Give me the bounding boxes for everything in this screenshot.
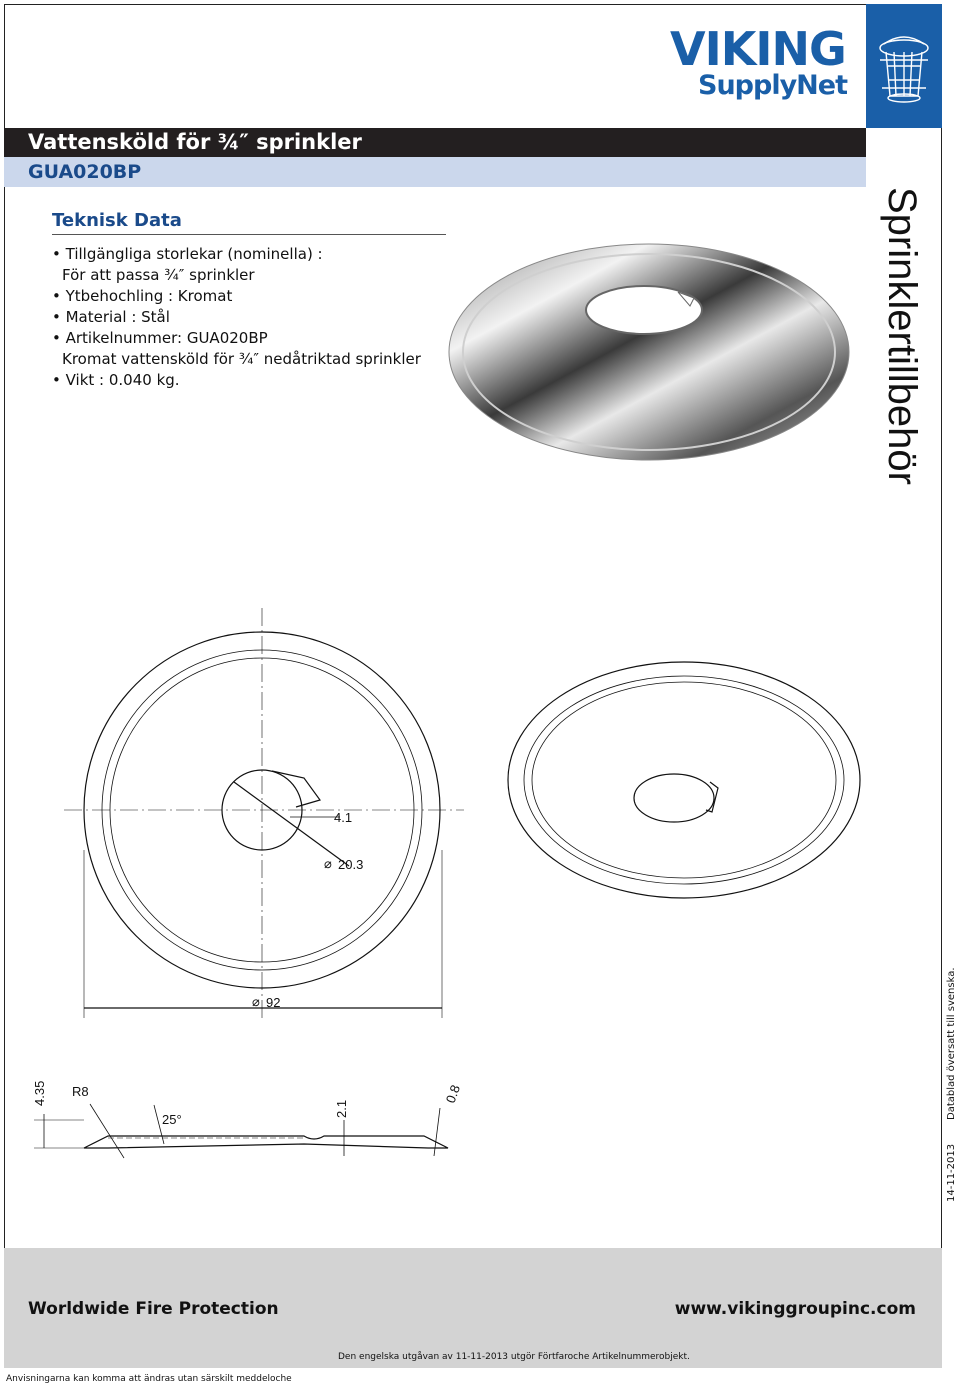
dim-height: 4.35 <box>32 1080 47 1106</box>
page-title: Vattensköld för ¾″ sprinkler <box>4 128 866 157</box>
technical-heading: Teknisk Data <box>52 210 446 235</box>
footer <box>4 1248 942 1368</box>
technical-drawing <box>4 600 944 1220</box>
dim-radius: R8 <box>72 1084 89 1099</box>
diameter-symbol: ⌀ <box>252 994 260 1009</box>
dim-thickness: 0.8 <box>442 1082 464 1106</box>
dim-step: 2.1 <box>334 1099 349 1118</box>
translation-note: Datablad översatt till svenska. <box>946 967 957 1120</box>
spec-line: • Vikt : 0.040 kg. <box>52 371 180 389</box>
spec-line: • Material : Stål <box>52 308 170 326</box>
dim-outer-diameter: 92 <box>266 995 281 1010</box>
footer-website: www.vikinggroupinc.com <box>674 1299 916 1319</box>
spec-line: • Ytbehochling : Kromat <box>52 287 233 305</box>
side-notes <box>946 967 960 1220</box>
logo-name-top: VIKING <box>670 22 846 76</box>
sprinkler-icon <box>866 4 942 128</box>
logo-name-bottom: SupplyNet <box>698 70 847 101</box>
product-photo <box>448 242 850 462</box>
disclaimer: Anvisningarna kan komma att ändras utan särskilt meddeloche <box>6 1374 292 1384</box>
category-text: Sprinklertillbehör <box>880 187 924 485</box>
footer-tagline: Worldwide Fire Protection <box>28 1299 279 1319</box>
dim-angle: 25° <box>162 1112 182 1127</box>
date-stamp: 14-11-2013 <box>946 1143 957 1202</box>
sprinkler-emblem <box>866 4 942 128</box>
diameter-symbol: ⌀ <box>324 856 332 871</box>
footer-note: Den engelska utgåvan av 11-11-2013 utgör Förtfaroche Artikelnummerobjekt. <box>338 1352 690 1362</box>
spec-line: Kromat vattensköld för ¾″ nedåtriktad sprinkler <box>62 350 421 368</box>
dim-hole-diameter: 20.3 <box>338 857 364 872</box>
category-label <box>866 187 942 557</box>
dim-key-width: 4.1 <box>334 810 353 825</box>
spec-line: • Tillgängliga storlekar (nominella) : <box>52 245 323 263</box>
viking-logo <box>670 22 850 104</box>
technical-specs <box>52 244 421 391</box>
part-number-banner: GUA020BP <box>4 157 866 187</box>
spec-line: För att passa ¾″ sprinkler <box>62 266 255 284</box>
spec-line: • Artikelnummer: GUA020BP <box>52 329 268 347</box>
